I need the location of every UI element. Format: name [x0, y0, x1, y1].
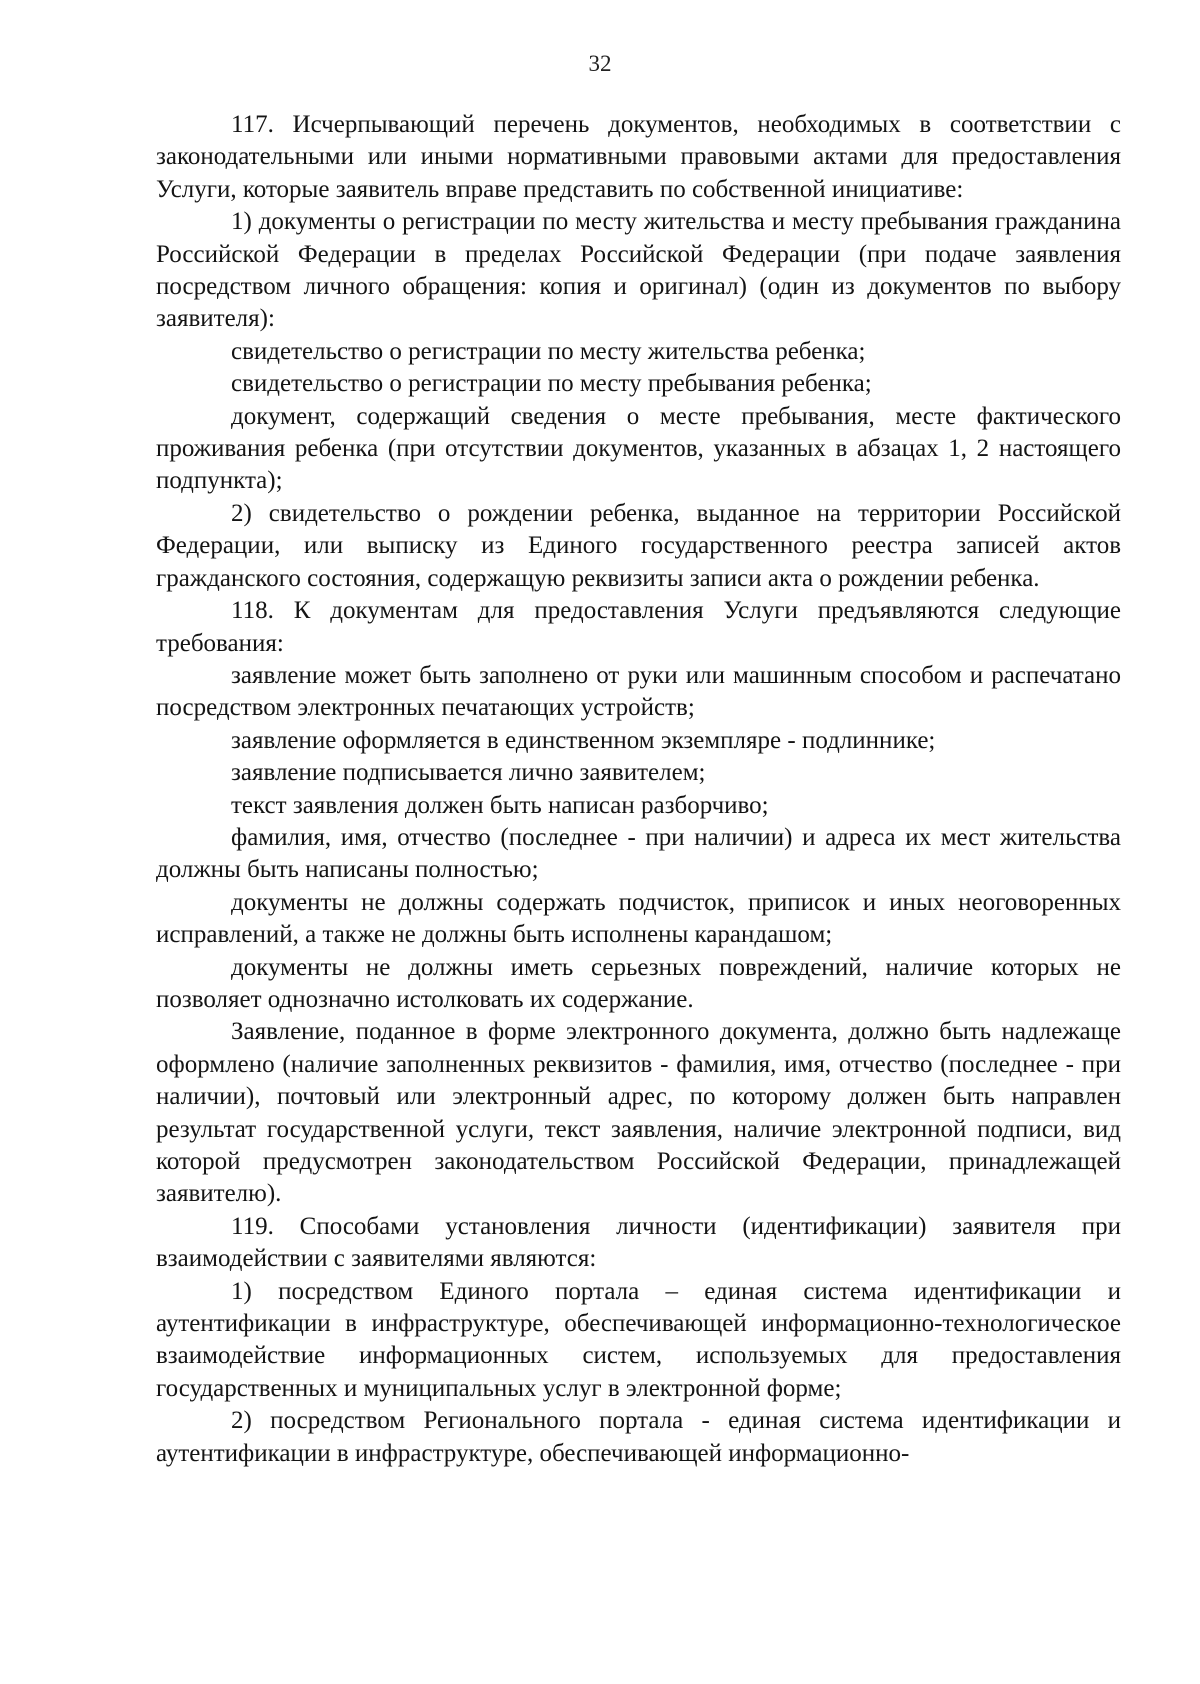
paragraph-118-heading: 118. К документам для предоставления Услуги предъявляются следующие требования:: [156, 597, 1121, 657]
paragraph-118-req-3: заявление подписывается лично заявителем;: [231, 759, 706, 787]
paragraph-118-req-2: заявление оформляется в единственном экземпляре - подлиннике;: [231, 726, 936, 754]
paragraph-119-heading: 119. Способами установления личности (идентификации) заявителя при взаимодействии с заявителями являются:: [156, 1212, 1121, 1273]
paragraph-117-heading: 117. Исчерпывающий перечень документов, необходимых в соответствии с законодательными или иными нормативными правовыми актами для предоставления Услуги, которые заявитель вправе представить по собственной инициативе:: [156, 111, 1121, 203]
paragraph-118-req-1: заявление может быть заполнено от руки или машинным способом и распечатано посредством электронных печатающих устройств;: [156, 661, 1121, 722]
paragraph-119-item-2: 2) посредством Регионального портала - единая система идентификации и аутентификации в инфраструктуре, обеспечивающей информационно-: [156, 1407, 1121, 1467]
paragraph-117-item-1: 1) документы о регистрации по месту жительства и месту пребывания гражданина Российской Федерации в пределах Российской Федерации (при подаче заявления посредством личного обращения: копия и оригинал) (один из документов по выбору заявителя):: [156, 208, 1121, 333]
paragraph-118-req-6: документы не должны содержать подчисток, приписок и иных неоговоренных исправлений, а также не должны быть исполнены карандашом;: [156, 888, 1121, 949]
paragraph-118-req-7: документы не должны иметь серьезных повреждений, наличие которых не позволяет однозначно истолковать их содержание.: [156, 953, 1121, 1013]
paragraph-119-item-1: 1) посредством Единого портала – единая система идентификации и аутентификации в инфраструктуре, обеспечивающей информационно-технологическое взаимодействие информационных систем, используемых для предоставления государственных и муниципальных услуг в электронной форме;: [156, 1277, 1121, 1402]
document-body: [156, 109, 1121, 1470]
paragraph-117-item-1-doc-b: свидетельство о регистрации по месту пребывания ребенка;: [231, 370, 872, 398]
paragraph-118-req-5: фамилия, имя, отчество (последнее - при наличии) и адреса их мест жительства должны быть написаны полностью;: [156, 823, 1121, 884]
paragraph-117-item-1-doc-a: свидетельство о регистрации по месту жительства ребенка;: [231, 337, 866, 365]
page-number: 32: [588, 51, 612, 76]
paragraph-117-item-1-doc-c: документ, содержащий сведения о месте пребывания, месте фактического проживания ребенка (при отсутствии документов, указанных в абзацах 1, 2 настоящего подпункта);: [156, 402, 1121, 495]
paragraph-118-electronic: Заявление, поданное в форме электронного документа, должно быть надлежаще оформлено (наличие заполненных реквизитов - фамилия, имя, отчество (последнее - при наличии), почтовый или электронный адрес, по которому должен быть направлен результат государственной услуги, текст заявления, наличие электронной подписи, вид которой предусмотрен законодательством Российской Федерации, принадлежащей заявителю).: [156, 1018, 1121, 1208]
paragraph-118-req-4: текст заявления должен быть написан разборчиво;: [231, 791, 769, 819]
paragraph-117-item-2: 2) свидетельство о рождении ребенка, выданное на территории Российской Федерации, или выписку из Единого государственного реестра записей актов гражданского состояния, содержащую реквизиты записи акта о рождении ребенка.: [156, 499, 1121, 592]
